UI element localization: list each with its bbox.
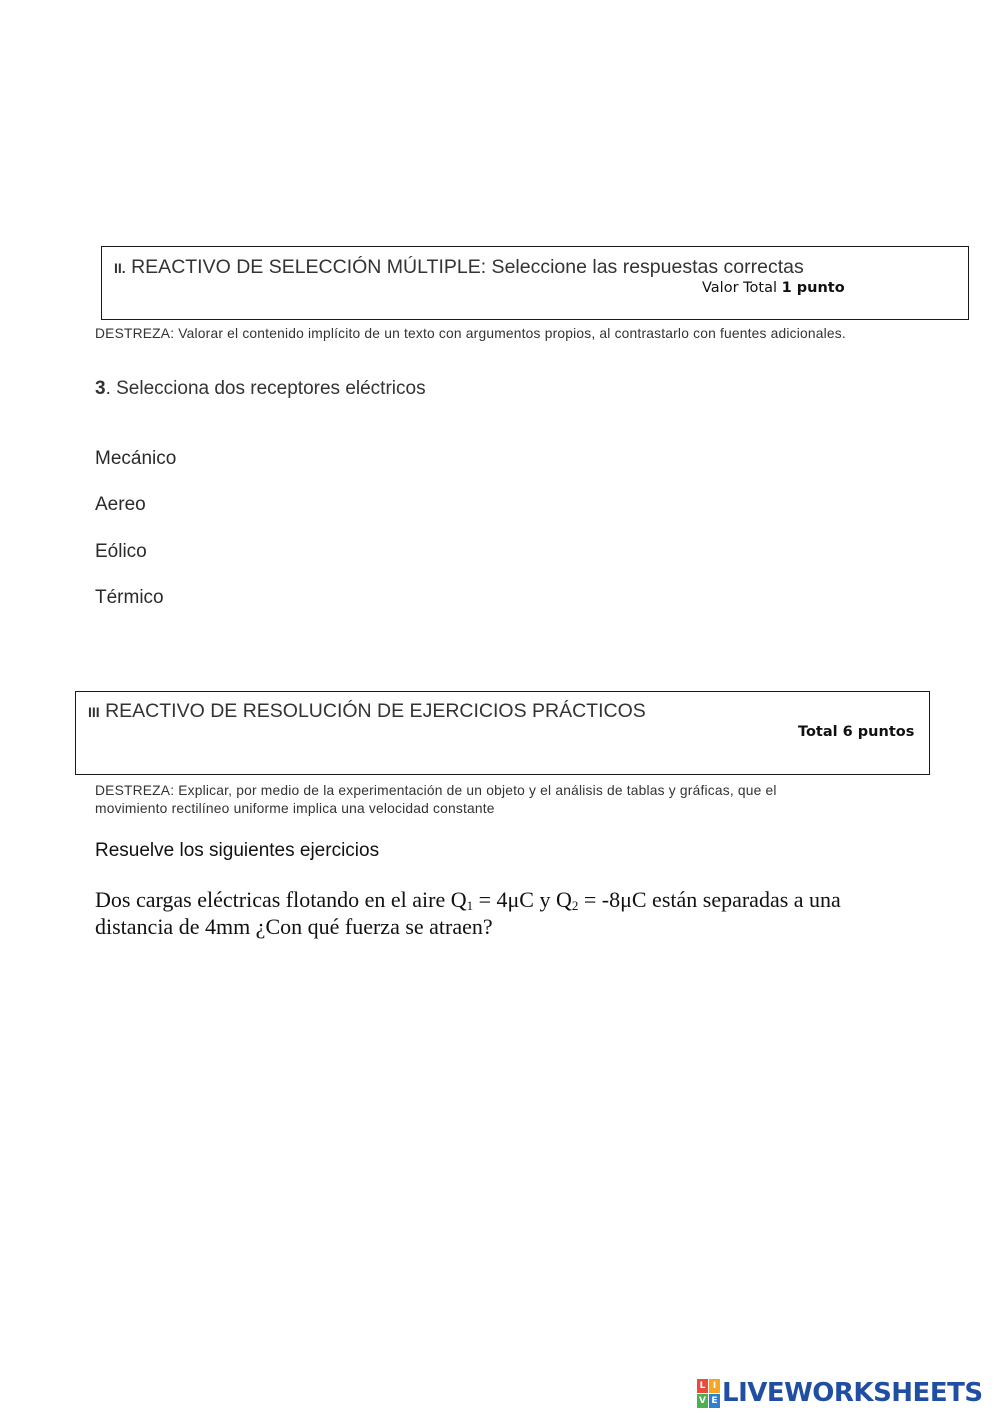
section-2-value (702, 280, 845, 296)
question-3-text: . Selecciona dos receptores eléctricos (105, 378, 426, 399)
section-3-heading (88, 700, 646, 723)
section-2-destreza: DESTREZA: Valorar el contenido implícito de un texto con argumentos propios, al contrastarlo con fuentes adicionales. (95, 326, 846, 341)
problem-part-1: Dos cargas eléctricas flotando en el aire Q (95, 887, 467, 912)
problem-part-2: = 4μC y Q (473, 887, 572, 912)
section-3-total: Total 6 puntos (798, 724, 915, 740)
section-2-box (101, 246, 969, 320)
section-2-title: REACTIVO DE SELECCIÓN MÚLTIPLE: Seleccione las respuestas correctas (131, 256, 804, 278)
logo-tile-v: V (697, 1394, 708, 1408)
section-3-title: REACTIVO DE RESOLUCIÓN DE EJERCICIOS PRÁCTICOS (99, 700, 646, 722)
logo-tile-l: L (697, 1379, 708, 1393)
instructions: Resuelve los siguientes ejercicios (95, 840, 380, 861)
section-2-value-points: 1 punto (781, 280, 845, 296)
section-3-destreza-line-2: movimiento rectilíneo uniforme implica una velocidad constante (95, 801, 495, 816)
option-mecanico[interactable]: Mecánico (95, 448, 177, 469)
section-3-box (75, 691, 930, 775)
option-eolico[interactable]: Eólico (95, 541, 147, 562)
liveworksheets-logo (697, 1378, 983, 1408)
section-3-destreza-line-1: DESTREZA: Explicar, por medio de la experimentación de un objeto y el análisis de tablas y gráficas, que el (95, 783, 777, 798)
section-2-heading (114, 256, 804, 279)
problem-part-3: = -8μC están separadas a una distancia de 4mm ¿Con qué fuerza se atraen? (95, 887, 841, 939)
problem-text (95, 886, 915, 940)
section-3-destreza (95, 782, 975, 818)
logo-text: LIVEWORKSHEETS (722, 1378, 983, 1408)
logo-mark-icon (697, 1379, 720, 1408)
option-aereo[interactable]: Aereo (95, 494, 146, 515)
problem-sub-2: 2 (571, 898, 579, 913)
logo-tile-i: I (709, 1379, 720, 1393)
section-3-number: III (88, 704, 100, 720)
problem-sub-1: 1 (466, 898, 474, 913)
option-termico[interactable]: Térmico (95, 587, 164, 608)
question-3-number: 3 (95, 378, 106, 399)
section-2-value-prefix: Valor Total (702, 280, 782, 296)
logo-tile-e: E (709, 1394, 720, 1408)
question-3 (95, 378, 426, 400)
section-2-number: II. (114, 260, 126, 276)
